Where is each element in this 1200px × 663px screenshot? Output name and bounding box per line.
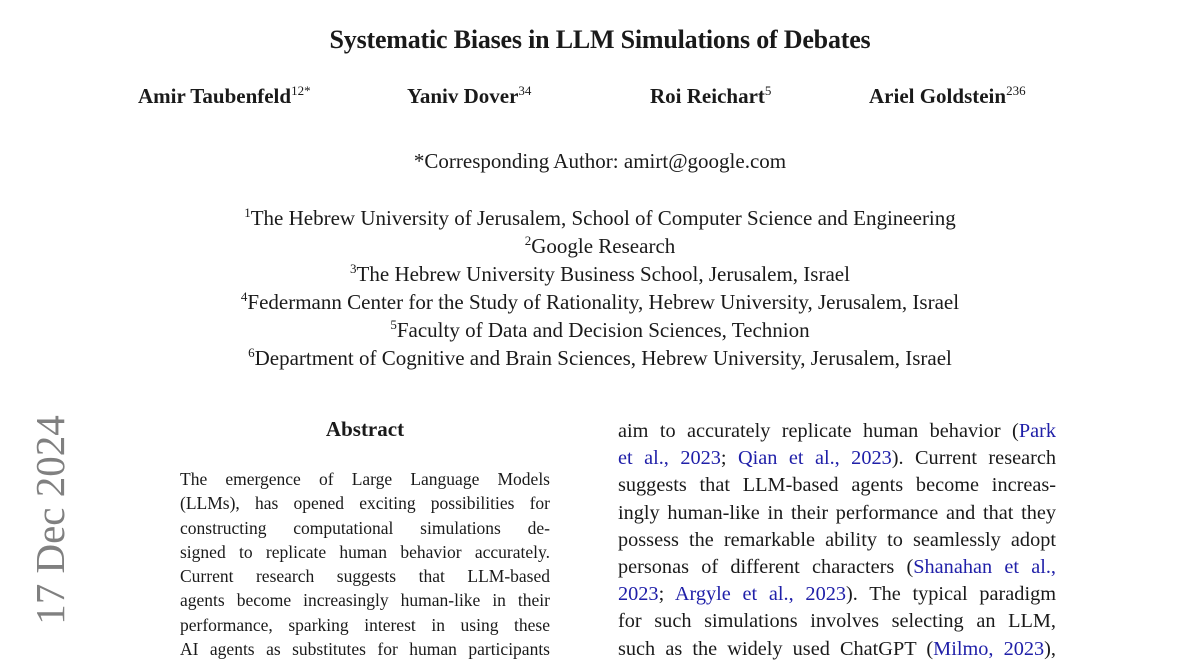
abstract-line: signed to replicate human behavior accurately. <box>180 541 550 562</box>
author-4 <box>869 84 1026 109</box>
corresponding-author: *Corresponding Author: amirt@google.com <box>413 149 787 173</box>
affiliation-text: Google Research <box>531 234 676 258</box>
abstract-line: agents become increasingly human-like in their <box>180 590 550 611</box>
affiliation <box>0 232 1200 260</box>
author-1 <box>138 84 311 109</box>
citation-link[interactable]: et al., 2023 <box>618 447 721 470</box>
abstract-line: The emergence of Large Language Models <box>180 469 550 489</box>
affiliation-text: Federmann Center for the Study of Rationality, Hebrew University, Jerusalem, Israel <box>247 290 960 314</box>
body-line: possess the remarkable ability to seamlessly adopt <box>618 528 1056 551</box>
citation-link[interactable]: Qian et al., 2023 <box>737 447 892 470</box>
body-line: ingly human-like in their performance and that they <box>618 501 1056 524</box>
intro-body <box>618 418 1056 663</box>
affiliation-sup: 4 <box>240 289 248 304</box>
body-line <box>618 418 1056 445</box>
body-text: ). The typical paradigm <box>846 583 1056 606</box>
author-affil-sup: 5 <box>764 83 772 98</box>
abstract-line: performance, sparking interest in using these <box>180 614 550 635</box>
author-name: Amir Taubenfeld <box>138 84 292 108</box>
author-name: Roi Reichart <box>650 84 765 108</box>
abstract-line: (LLMs), has opened exciting possibilities for <box>180 493 550 514</box>
body-line: for such simulations involves selecting an LLM, <box>618 610 1056 633</box>
body-text: ), <box>1044 637 1056 660</box>
affiliation-sup: 2 <box>524 233 532 248</box>
affiliation-text: Faculty of Data and Decision Sciences, Technion <box>396 318 810 342</box>
affiliation <box>0 344 1200 372</box>
body-text: ; <box>720 447 738 470</box>
body-line <box>618 554 1056 581</box>
body-text: personas of different characters ( <box>618 555 914 578</box>
author-affil-sup: 34 <box>518 83 532 98</box>
affiliation-sup: 3 <box>350 261 357 276</box>
arxiv-date-stamp: 17 Dec 2024 <box>27 415 73 625</box>
body-line: suggests that LLM-based agents become increas- <box>618 474 1056 497</box>
affiliation <box>0 204 1200 232</box>
affiliation-text: The Hebrew University Business School, Jerusalem, Israel <box>356 262 850 286</box>
body-text: ). Current research <box>891 447 1056 470</box>
affiliation <box>0 260 1200 288</box>
affiliations <box>0 204 1200 372</box>
author-name: Yaniv Dover <box>407 84 519 108</box>
abstract-line: AI agents as substitutes for human participants <box>180 639 550 660</box>
body-text: aim to accurately replicate human behavior ( <box>618 420 1019 442</box>
citation-link[interactable]: Shanahan et al., <box>913 555 1056 578</box>
author-name: Ariel Goldstein <box>869 84 1007 108</box>
affiliation <box>0 288 1200 316</box>
abstract-line: Current research suggests that LLM-based <box>180 566 550 587</box>
paper-title: Systematic Biases in LLM Simulations of Debates <box>329 25 871 54</box>
affiliation-sup: 1 <box>244 205 251 220</box>
author-3 <box>650 84 771 109</box>
affiliation-sup: 6 <box>248 345 255 360</box>
abstract-line: constructing computational simulations de- <box>180 517 550 538</box>
affiliation-text: The Hebrew University of Jerusalem, School of Computer Science and Engineering <box>250 206 956 230</box>
abstract-body <box>180 467 550 661</box>
affiliation-sup: 5 <box>390 317 397 332</box>
citation-link[interactable]: Milmo, 2023 <box>933 637 1045 660</box>
author-affil-sup: 236 <box>1006 83 1026 98</box>
body-line <box>618 445 1056 472</box>
author-2 <box>407 84 531 109</box>
author-affil-sup: 12* <box>291 83 311 98</box>
abstract-heading: Abstract <box>325 417 405 441</box>
body-line <box>618 581 1056 608</box>
body-text: such as the widely used ChatGPT ( <box>618 637 934 660</box>
affiliation <box>0 316 1200 344</box>
affiliation-text: Department of Cognitive and Brain Sciences, Hebrew University, Jerusalem, Israel <box>254 346 952 370</box>
citation-link[interactable]: 2023 <box>618 583 659 606</box>
citation-link[interactable]: Argyle et al., 2023 <box>674 583 846 606</box>
citation-link[interactable]: Park <box>1018 420 1056 442</box>
body-line <box>618 636 1056 663</box>
body-text: ; <box>658 583 675 606</box>
